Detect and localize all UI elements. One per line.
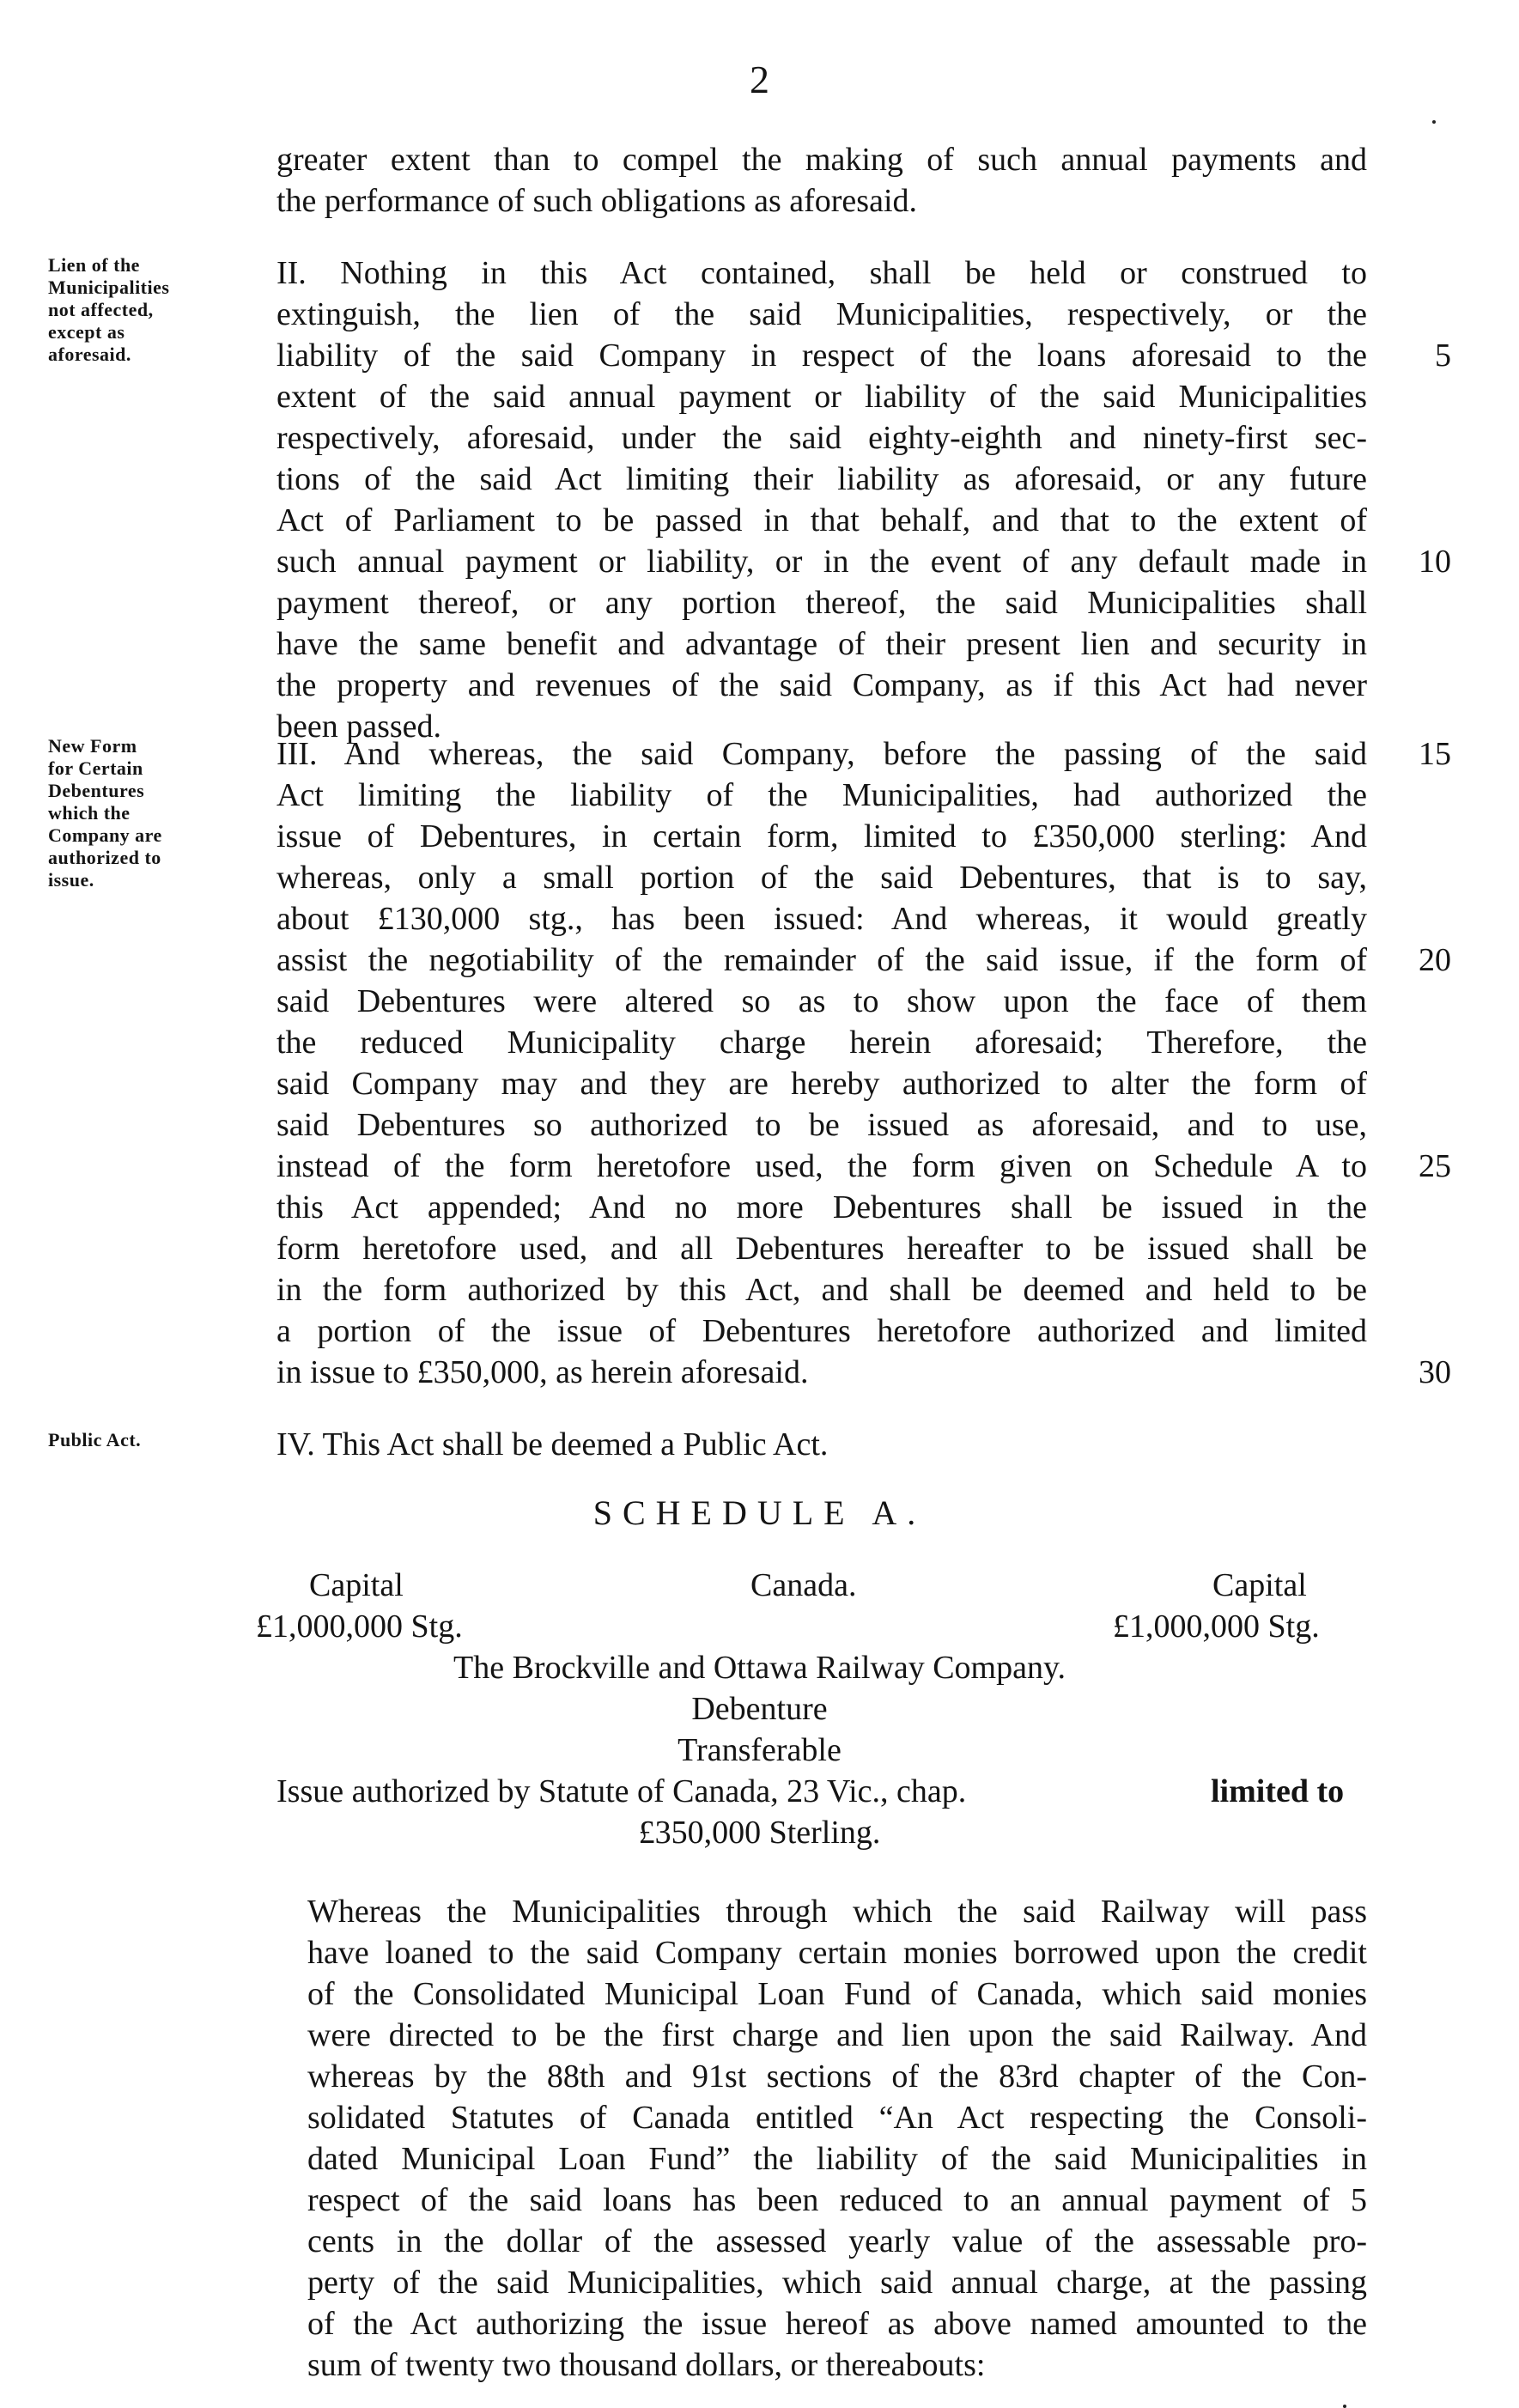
text-line: about £130,000 stg., has been issued: And whereas, it would greatly xyxy=(276,901,1367,937)
line-number: 15 xyxy=(1419,736,1451,772)
text-line: been passed. xyxy=(276,708,442,745)
debenture-label: Debenture xyxy=(691,1691,828,1727)
text-line: payment thereof, or any portion thereof, the said Municipalities shall xyxy=(276,585,1367,621)
text-line: of the Consolidated Municipal Loan Fund of Canada, which said monies xyxy=(307,1976,1367,2012)
text-line: tions of the said Act limiting their liability as aforesaid, or any future xyxy=(276,461,1367,497)
transferable-label: Transferable xyxy=(677,1732,842,1768)
schedule-paragraph xyxy=(307,1891,1367,2386)
text-line: IV. This Act shall be deemed a Public Act. xyxy=(276,1426,829,1462)
capital-right-amount: £1,000,000 Stg. xyxy=(1113,1608,1320,1645)
text-line: the property and revenues of the said Company, as if this Act had never xyxy=(276,667,1367,703)
text-line: have the same benefit and advantage of their present lien and security in xyxy=(276,626,1367,662)
issue-authorized-line: Issue authorized by Statute of Canada, 23 Vic., chap. xyxy=(276,1773,967,1809)
line-number: 10 xyxy=(1419,544,1451,580)
text-line: this Act appended; And no more Debentures shall be issued in the xyxy=(276,1189,1367,1225)
text-line: such annual payment or liability, or in the event of any default made in xyxy=(276,544,1367,580)
margin-note-public-act xyxy=(48,1429,263,1451)
stray-dot xyxy=(1432,120,1436,124)
text-line: II. Nothing in this Act contained, shall be held or construed to xyxy=(276,255,1367,291)
stray-dot xyxy=(1343,2405,1346,2408)
margin-note-line: Public Act. xyxy=(48,1429,142,1450)
margin-note-new-form xyxy=(48,735,263,891)
page-number: 2 xyxy=(750,58,769,101)
margin-note-line: aforesaid. xyxy=(48,344,131,365)
text-line: in the form authorized by this Act, and shall be deemed and held to be xyxy=(276,1272,1367,1308)
text-line: the performance of such obligations as aforesaid. xyxy=(276,183,918,219)
margin-note-line: Lien of the xyxy=(48,254,140,276)
country-label: Canada. xyxy=(750,1567,857,1603)
text-line: of the Act authorizing the issue hereof as above named amounted to the xyxy=(307,2306,1367,2342)
text-line: have loaned to the said Company certain monies borrowed upon the credit xyxy=(307,1935,1367,1971)
text-line: Act of Parliament to be passed in that behalf, and that to the extent of xyxy=(276,502,1367,538)
text-line: extinguish, the lien of the said Municipalities, respectively, or the xyxy=(276,296,1367,332)
text-line: extent of the said annual payment or liability of the said Municipalities xyxy=(276,379,1367,415)
margin-note-line: except as xyxy=(48,321,125,343)
text-line: whereas by the 88th and 91st sections of the 83rd chapter of the Con- xyxy=(307,2058,1367,2095)
text-line: Whereas the Municipalities through which the said Railway will pass xyxy=(307,1894,1367,1930)
text-line: liability of the said Company in respect of the loans aforesaid to the xyxy=(276,337,1367,374)
text-line: perty of the said Municipalities, which said annual charge, at the passing xyxy=(307,2265,1367,2301)
margin-note-line: for Certain xyxy=(48,757,143,779)
text-line: whereas, only a small portion of the said Debentures, that is to say, xyxy=(276,860,1367,896)
continuation-paragraph xyxy=(276,139,1367,222)
text-line: cents in the dollar of the assessed yearly value of the assessable pro- xyxy=(307,2223,1367,2259)
text-line: respectively, aforesaid, under the said eighty-eighth and ninety-first sec- xyxy=(276,420,1367,456)
margin-note-line: which the xyxy=(48,802,131,824)
text-line: instead of the form heretofore used, the form given on Schedule A to xyxy=(276,1148,1367,1184)
text-line: were directed to be the first charge and lien upon the said Railway. And xyxy=(307,2017,1367,2053)
text-line: Act limiting the liability of the Municipalities, had authorized the xyxy=(276,777,1367,813)
section-2-paragraph xyxy=(276,252,1367,747)
line-number: 30 xyxy=(1419,1354,1451,1390)
company-name: The Brockville and Ottawa Railway Company. xyxy=(453,1650,1066,1686)
text-line: assist the negotiability of the remainder of the said issue, if the form of xyxy=(276,942,1367,978)
text-line: solidated Statutes of Canada entitled “An Act respecting the Consoli- xyxy=(307,2100,1367,2136)
line-number: 20 xyxy=(1419,942,1451,978)
capital-left-label: Capital xyxy=(309,1567,404,1603)
text-line: III. And whereas, the said Company, before the passing of the said xyxy=(276,736,1367,772)
section-3-paragraph xyxy=(276,733,1367,1393)
line-number: 5 xyxy=(1435,337,1451,374)
text-line: said Debentures were altered so as to show upon the face of them xyxy=(276,983,1367,1019)
margin-note-line: not affected, xyxy=(48,299,154,320)
text-line: the reduced Municipality charge herein aforesaid; Therefore, the xyxy=(276,1025,1367,1061)
margin-note-line: New Form xyxy=(48,735,137,757)
schedule-heading: SCHEDULE A. xyxy=(592,1493,927,1532)
text-line: said Debentures so authorized to be issued as aforesaid, and to use, xyxy=(276,1107,1367,1143)
margin-note-line: issue. xyxy=(48,869,94,891)
text-line: dated Municipal Loan Fund” the liability of the said Municipalities in xyxy=(307,2141,1367,2177)
text-line: said Company may and they are hereby authorized to alter the form of xyxy=(276,1066,1367,1102)
margin-note-line: Debentures xyxy=(48,780,145,801)
text-line: form heretofore used, and all Debentures hereafter to be issued shall be xyxy=(276,1231,1367,1267)
text-line: a portion of the issue of Debentures heretofore authorized and limited xyxy=(276,1313,1367,1349)
limited-to-label: limited to xyxy=(1211,1773,1345,1809)
capital-right-label: Capital xyxy=(1212,1567,1307,1603)
text-line: issue of Debentures, in certain form, limited to £350,000 sterling: And xyxy=(276,818,1367,854)
section-4-paragraph xyxy=(276,1424,1367,1465)
margin-note-line: Municipalities xyxy=(48,277,170,298)
margin-note-lien xyxy=(48,254,263,366)
text-line: sum of twenty two thousand dollars, or thereabouts: xyxy=(307,2347,986,2383)
capital-left-amount: £1,000,000 Stg. xyxy=(256,1608,463,1645)
text-line: in issue to £350,000, as herein aforesaid. xyxy=(276,1354,809,1390)
line-number: 25 xyxy=(1419,1148,1451,1184)
text-line: greater extent than to compel the making of such annual payments and xyxy=(276,142,1367,178)
sterling-amount: £350,000 Sterling. xyxy=(638,1815,881,1851)
text-line: respect of the said loans has been reduced to an annual payment of 5 xyxy=(307,2182,1367,2218)
margin-note-line: authorized to xyxy=(48,847,161,868)
margin-note-line: Company are xyxy=(48,824,162,846)
